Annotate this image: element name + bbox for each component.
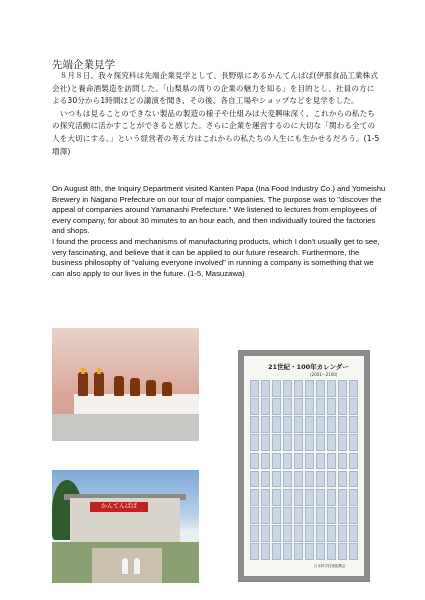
calendar-cell	[327, 507, 336, 524]
calendar-cell	[338, 434, 347, 451]
calendar-cell	[327, 434, 336, 451]
calendar-cell	[349, 507, 358, 524]
calendar-cell	[294, 543, 303, 560]
calendar-title: 21世紀・100年カレンダー	[268, 363, 349, 371]
calendar-cell	[250, 453, 259, 470]
calendar-cell	[261, 453, 270, 470]
calendar-cell	[338, 471, 347, 488]
photo-building	[52, 470, 199, 583]
calendar-cell	[261, 489, 270, 506]
calendar-cell	[305, 398, 314, 415]
calendar-cell	[250, 489, 259, 506]
calendar-cell	[283, 398, 292, 415]
calendar-cell	[327, 398, 336, 415]
calendar-cell	[305, 434, 314, 451]
calendar-cell	[272, 471, 281, 488]
calendar-cell	[316, 398, 325, 415]
person	[134, 558, 140, 574]
calendar-cell	[283, 471, 292, 488]
calendar-cell	[250, 434, 259, 451]
display-floor	[52, 414, 199, 441]
calendar-cell	[272, 416, 281, 433]
calendar-cell	[250, 398, 259, 415]
calendar-cell	[349, 489, 358, 506]
calendar-cell	[294, 525, 303, 542]
bottle	[78, 372, 88, 396]
calendar-cell	[305, 507, 314, 524]
calendar-cell	[294, 434, 303, 451]
calendar-cell	[261, 380, 270, 397]
calendar-cell	[338, 525, 347, 542]
calendar-cell	[349, 525, 358, 542]
calendar-cell	[283, 507, 292, 524]
japanese-paragraph: ８月８日、我々探究科は先端企業見学として、長野県にあるかんてんぱぱ(伊那食品工業株式会社)と養命酒製造を訪問した。「山梨県の周りの企業の魅力を知る」を目的とし、社員の方による30分から1時間ほどの講演を聞き、その後、各自工場やショップなどを見学をした。 いつもは見ることのできない製品の製造の様子や仕組みは大変興味深く、これからの私たちの探究活動に活かすことができると感じた。さらに企業を運営するのに大切な「関わる全ての人を大切にする。」という経営者の考え方はこれからの私たちの人生にも生かせるだろう。(1-5 増澤)	[52, 71, 380, 156]
calendar-cell	[338, 453, 347, 470]
display-shelf	[74, 394, 199, 414]
calendar-cell	[283, 543, 292, 560]
calendar-cell	[283, 489, 292, 506]
calendar-cell	[261, 434, 270, 451]
calendar-cell	[294, 453, 303, 470]
calendar-cell	[261, 525, 270, 542]
calendar-cell	[294, 489, 303, 506]
calendar-cell	[338, 507, 347, 524]
building-sign-text: かんてんぱぱ	[100, 503, 137, 510]
calendar-cell	[261, 543, 270, 560]
calendar-cell	[250, 525, 259, 542]
calendar-cell	[305, 416, 314, 433]
calendar-cell	[349, 416, 358, 433]
calendar-cell	[283, 525, 292, 542]
calendar-cell	[349, 434, 358, 451]
calendar-cell	[327, 525, 336, 542]
bottle	[94, 372, 104, 396]
calendar-subtitle: (2001〜2100)	[310, 372, 338, 377]
calendar-cell	[261, 416, 270, 433]
calendar-cell	[272, 525, 281, 542]
calendar-cell	[294, 398, 303, 415]
calendar-cell	[349, 398, 358, 415]
calendar-cell	[349, 471, 358, 488]
calendar-cell	[261, 507, 270, 524]
calendar-cell	[305, 525, 314, 542]
calendar-cell	[250, 507, 259, 524]
calendar-cell	[272, 453, 281, 470]
calendar-footer: 日本科学技術振興会	[314, 564, 346, 568]
english-paragraph: On August 8th, the Inquiry Department visited Kanten Papa (Ina Food Industry Co.) and Yomeishu Brewery in Nagano Prefecture on our tour of major companies. The purpose was to "discover the appeal of companies around Yamanashi Prefecture." We listened to lectures from employees of every company, for about 30 minutes to an hour each, and then individually toured the factories and shops. I found the process and mechanisms of manufacturing products, which I don't usually get to see, very fascinating, and believe that it can be applied to our future research. Furthermore, the business philosophy of "valuing everyone involved" in running a company is something that we can also apply to our lives in the future. (1-5, Masuzawa)	[52, 184, 386, 278]
calendar-cell	[272, 543, 281, 560]
calendar-cell	[327, 471, 336, 488]
calendar-cell	[316, 434, 325, 451]
bottle	[146, 380, 156, 396]
building-sign	[90, 502, 148, 512]
calendar-cell	[272, 434, 281, 451]
calendar-cell	[294, 507, 303, 524]
bottle	[162, 382, 172, 396]
page-title: 先端企業見学	[52, 59, 115, 72]
calendar-cell	[327, 489, 336, 506]
bottle-cap	[97, 368, 101, 374]
calendar-cell	[338, 416, 347, 433]
calendar-cell	[316, 380, 325, 397]
calendar-cell	[283, 434, 292, 451]
calendar-cell	[316, 416, 325, 433]
calendar-cell	[316, 507, 325, 524]
calendar-cell	[294, 380, 303, 397]
calendar-cell	[294, 471, 303, 488]
calendar-cell	[305, 471, 314, 488]
bottle	[114, 376, 124, 396]
calendar-cell	[327, 380, 336, 397]
calendar-cell	[250, 416, 259, 433]
photo-calendar	[238, 350, 370, 582]
calendar-cell	[327, 453, 336, 470]
calendar-cell	[250, 543, 259, 560]
calendar-cell	[316, 525, 325, 542]
calendar-cell	[316, 471, 325, 488]
bottle	[130, 378, 140, 396]
calendar-cell	[349, 380, 358, 397]
calendar-cell	[283, 453, 292, 470]
person	[122, 558, 128, 574]
calendar-cell	[338, 489, 347, 506]
photo-product-display	[52, 328, 199, 441]
calendar-cell	[349, 453, 358, 470]
calendar-cell	[261, 398, 270, 415]
calendar-cell	[327, 543, 336, 560]
calendar-cell	[283, 380, 292, 397]
calendar-cell	[250, 471, 259, 488]
calendar-cell	[305, 543, 314, 560]
calendar-cell	[272, 398, 281, 415]
calendar-cell	[349, 543, 358, 560]
calendar-cell	[316, 489, 325, 506]
calendar-cell	[283, 416, 292, 433]
calendar-cell	[316, 453, 325, 470]
calendar-cell	[272, 380, 281, 397]
calendar-cell	[294, 416, 303, 433]
calendar-cell	[272, 507, 281, 524]
calendar-cell	[250, 380, 259, 397]
calendar-cell	[338, 398, 347, 415]
calendar-cell	[316, 543, 325, 560]
calendar-cell	[327, 416, 336, 433]
calendar-cell	[272, 489, 281, 506]
bottle-cap	[81, 368, 85, 374]
calendar-grid	[250, 380, 358, 560]
calendar-board	[244, 356, 364, 576]
calendar-cell	[338, 543, 347, 560]
calendar-cell	[261, 471, 270, 488]
calendar-cell	[305, 380, 314, 397]
calendar-cell	[305, 453, 314, 470]
calendar-cell	[305, 489, 314, 506]
calendar-cell	[338, 380, 347, 397]
